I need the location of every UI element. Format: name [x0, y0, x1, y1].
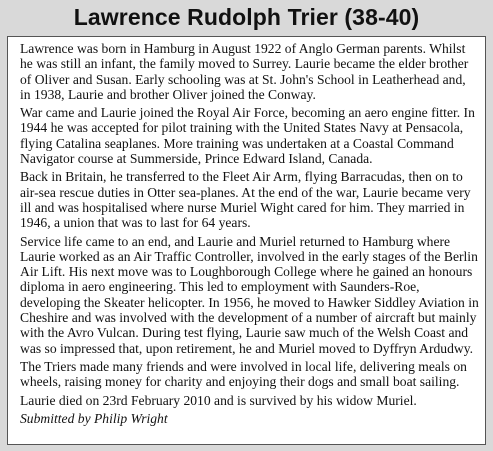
submitted-by-credit: Submitted by Philip Wright — [20, 410, 168, 426]
paragraph-death: Laurie died on 23rd February 2010 and is survived by his widow Muriel. — [20, 392, 417, 408]
paragraph-early-life: Lawrence was born in Hamburg in August 1922 of Anglo German parents. Whilst he was still an infant, the family moved to Surrey. Laurie became the elder brother of Oliver and Susan. Early schooling was at St. John's School in Leatherhead and, in 1938, Laurie and brother Oliver joined the Conway. — [20, 41, 469, 102]
paragraph-career: Service life came to an end, and Laurie and Muriel returned to Hamburg where Laurie worked as an Air Traffic Controller, involved in the early stages of the Berlin Air Lift. His next move was to Loughborough College where he gained an honours diploma in aero engineering. This led to employment with Saunders-Roe, developing the Skeater helicopter. In 1956, he moved to Hawker Siddley Aviation in Cheshire and was involved with the development of a number of aircraft but mainly with the Avro Vulcan. During test flying, Laurie saw much of the Welsh Coast and was so impressed that, upon retirement, he and Muriel moved to Dyffryn Ardudwy. — [20, 233, 479, 356]
article-title: Lawrence Rudolph Trier (38-40) — [73, 3, 420, 30]
paragraph-retirement: The Triers made many friends and were involved in local life, delivering meals on wheels, raising money for charity and enjoying their dogs and small boat sailing. — [20, 358, 467, 390]
paragraph-fleet-air-arm: Back in Britain, he transferred to the Fleet Air Arm, flying Barracudas, then on to air-sea rescue duties in Otter sea-planes. At the end of the war, Laurie became very ill and was hospitalised where nurse Muriel Wight cared for him. They married in 1946, a union that was to last for 64 years. — [20, 169, 471, 231]
title-bar — [0, 0, 493, 34]
paragraph-war-service: War came and Laurie joined the Royal Air Force, becoming an aero engine fitter. In 1944 he was accepted for pilot training with the United States Navy at Pensacola, flying Catalina seaplanes. More training was undertaken at a Coastal Command Navigator course at Summerside, Prince Edward Island, Canada. — [20, 105, 475, 167]
article-body — [7, 36, 486, 445]
